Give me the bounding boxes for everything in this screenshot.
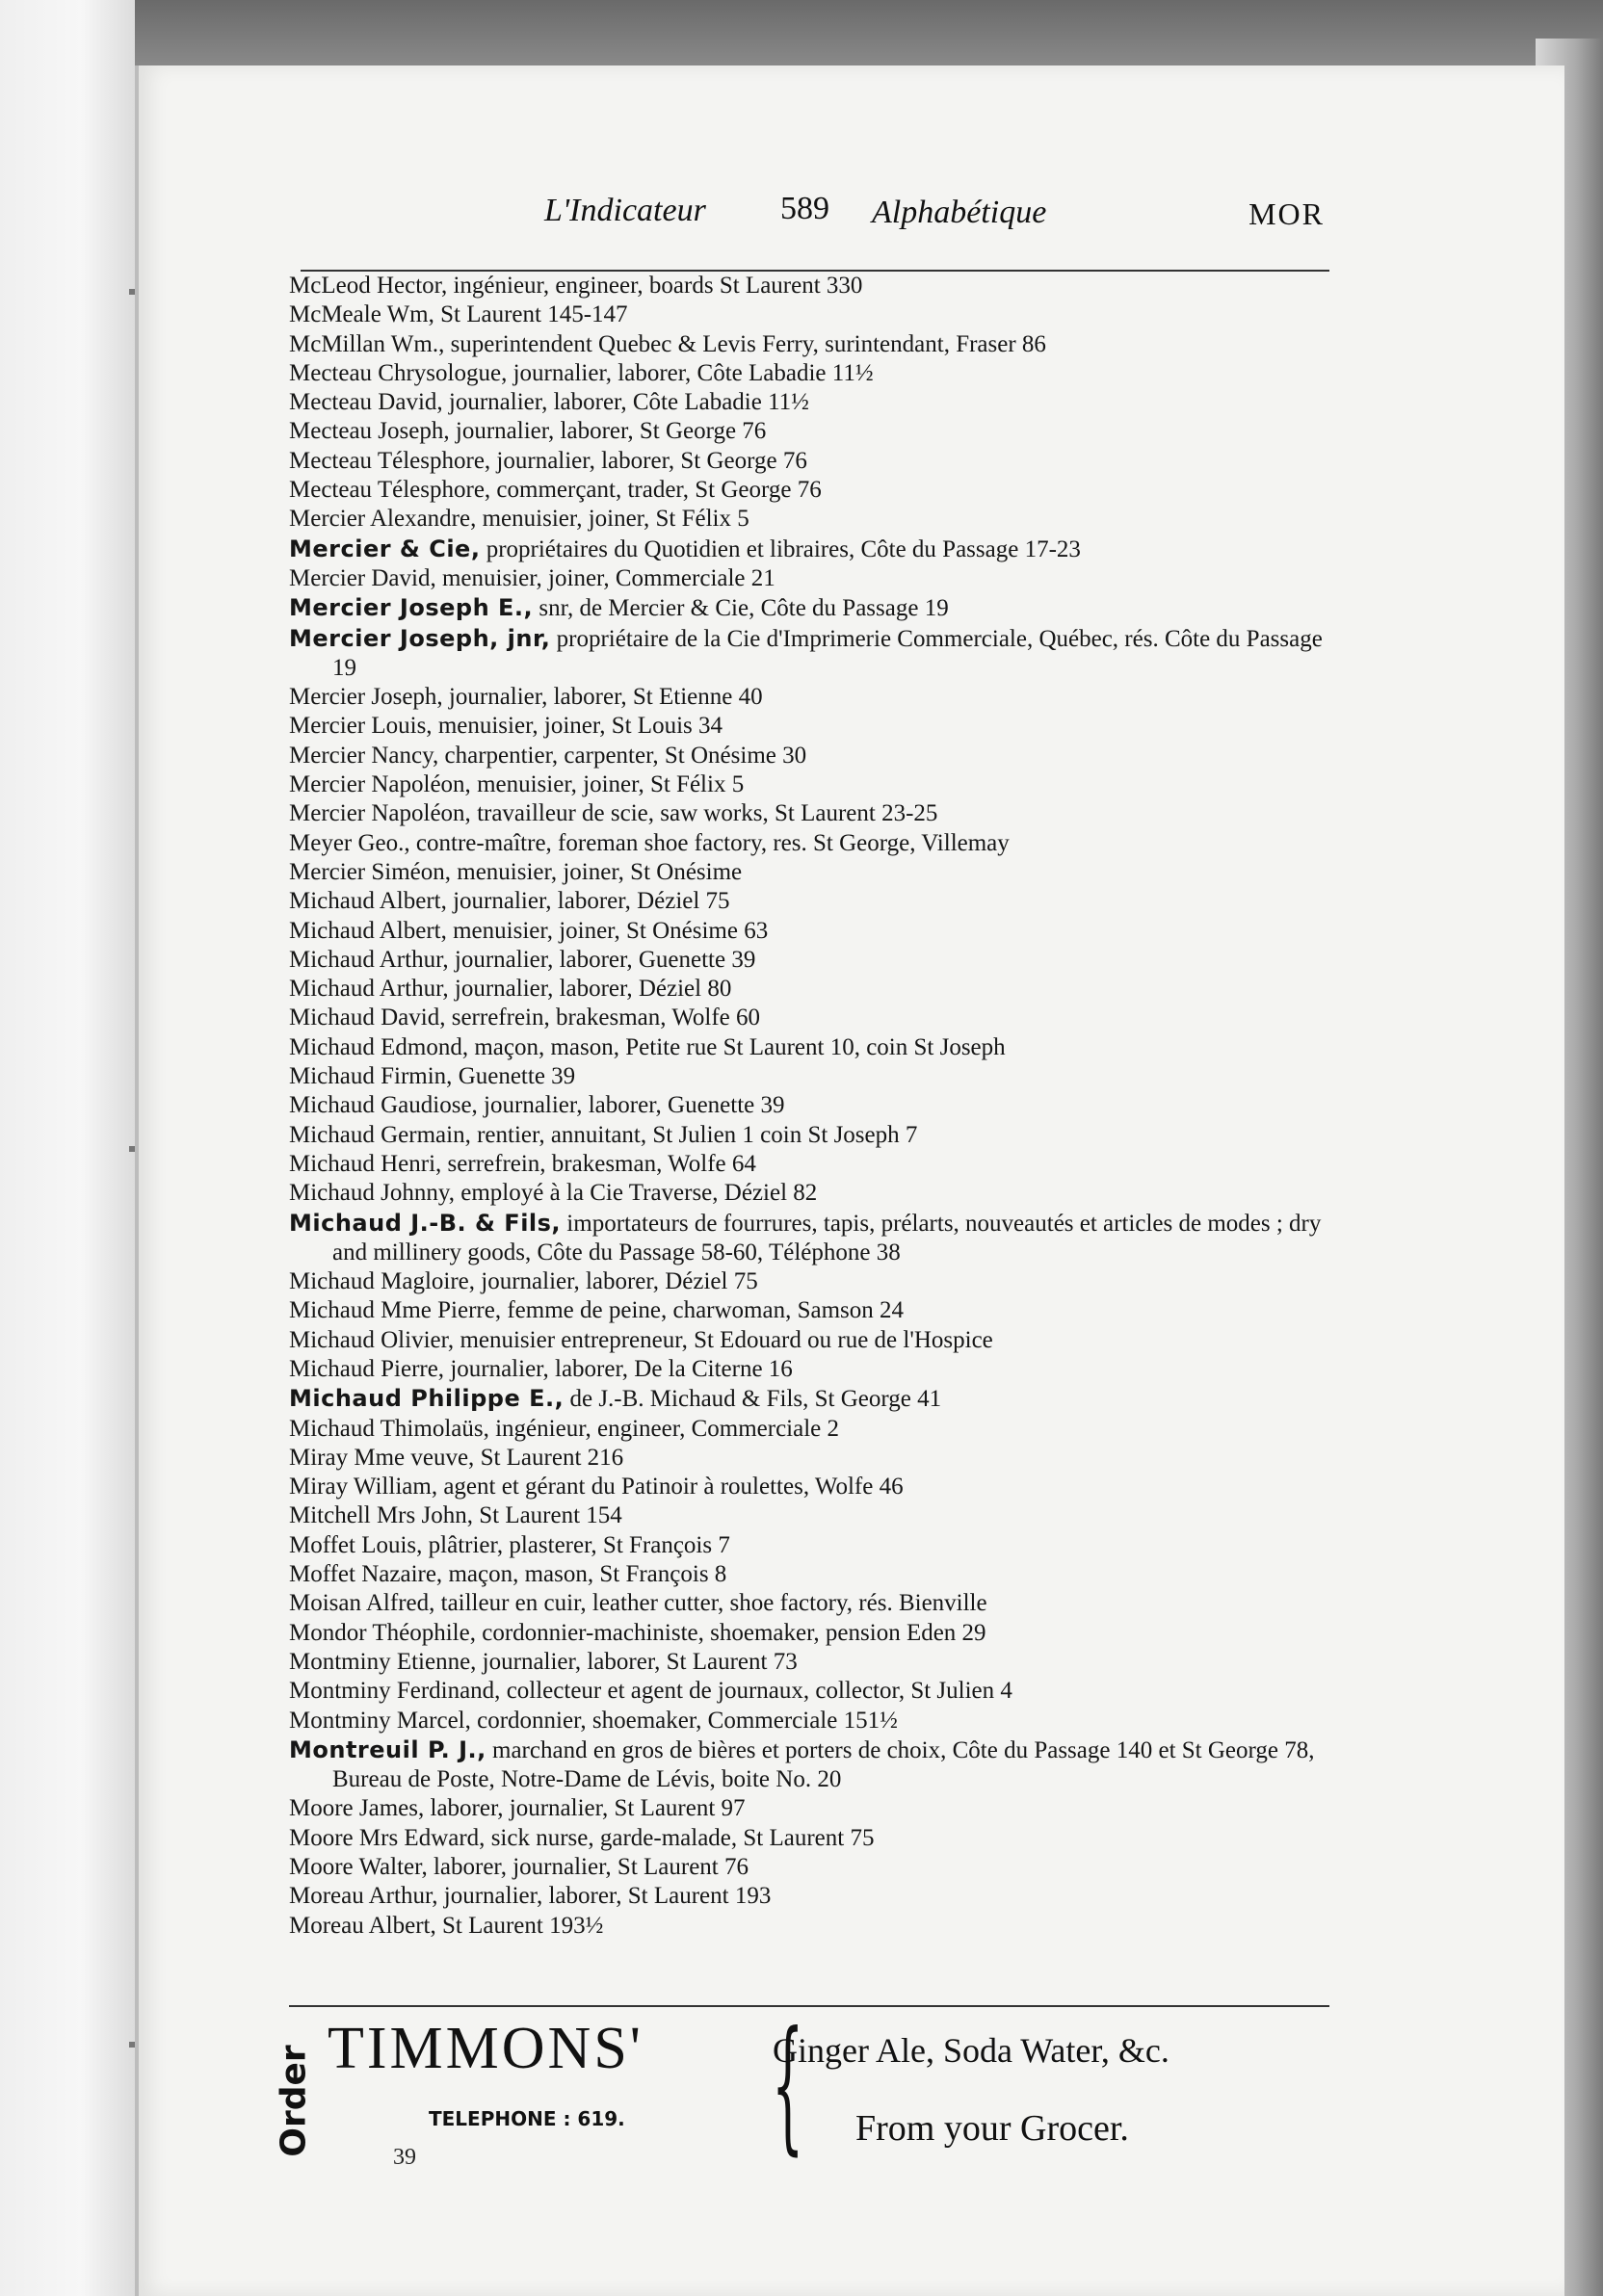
entry-name: Moisan Alfred,	[289, 1590, 435, 1617]
entry-name: Mercier Nancy,	[289, 742, 439, 769]
entry-detail: menuisier, joiner, St Onésime 63	[446, 917, 769, 944]
directory-entry	[289, 858, 1349, 887]
entry-detail: maçon, mason, Petite rue St Laurent 10, coin St Joseph	[468, 1033, 1006, 1060]
entry-name: Mecteau Chrysologue,	[289, 359, 508, 386]
directory-entry	[289, 1824, 1349, 1853]
directory-entry	[289, 476, 1349, 505]
entry-detail: de J.-B. Michaud & Fils, St George 41	[564, 1386, 942, 1413]
entry-name: Montreuil P. J.,	[289, 1735, 486, 1763]
directory-entry	[289, 1648, 1349, 1677]
entry-detail: journalier, laborer, Guenette 39	[448, 946, 756, 973]
directory-entry	[289, 1004, 1349, 1032]
directory-entry	[289, 1619, 1349, 1648]
advertisement-rule	[289, 2005, 1329, 2007]
entry-name: McLeod Hector,	[289, 273, 448, 299]
directory-entry	[289, 1531, 1349, 1560]
entry-name: Mercier Louis,	[289, 713, 433, 740]
directory-entry	[289, 946, 1349, 975]
entry-detail: cordonnier-machiniste, shoemaker, pension Eden 29	[475, 1619, 986, 1646]
entry-name: Moffet Louis,	[289, 1531, 423, 1558]
entry-name: Moore James,	[289, 1795, 425, 1822]
entry-detail: collecteur et agent de journaux, collector, St Julien 4	[500, 1678, 1012, 1705]
entry-detail: serrefrein, brakesman, Wolfe 64	[441, 1150, 756, 1177]
directory-entry	[289, 1444, 1349, 1473]
entry-detail: employé à la Cie Traverse, Déziel 82	[454, 1180, 818, 1207]
entry-name: Moreau Arthur,	[289, 1883, 438, 1910]
entry-name: Miray William,	[289, 1474, 438, 1500]
directory-entry	[289, 1209, 1349, 1268]
directory-entry	[289, 712, 1349, 741]
entry-detail: journalier, laborer, Côte Labadie 11½	[507, 359, 874, 386]
directory-entry	[289, 1326, 1349, 1355]
entry-detail: femme de peine, charwoman, Samson 24	[501, 1297, 905, 1324]
directory-entry	[289, 1091, 1349, 1120]
entry-detail: propriétaires du Quotidien et libraires, Côte du Passage 17-23	[480, 535, 1081, 562]
directory-entry	[289, 770, 1349, 799]
entry-detail: snr, de Mercier & Cie, Côte du Passage 19	[533, 595, 949, 622]
entry-detail: contre-maître, foreman shoe factory, res. St George, Villemay	[409, 829, 1010, 856]
entry-detail: laborer, journalier, St Laurent 76	[427, 1854, 749, 1881]
directory-entry	[289, 1033, 1349, 1062]
entry-detail: laborer, journalier, St Laurent 97	[424, 1795, 746, 1822]
directory-entry	[289, 1296, 1349, 1325]
entry-name: Michaud Henri,	[289, 1150, 442, 1177]
entry-detail: serrefrein, brakesman, Wolfe 60	[445, 1004, 761, 1031]
directory-entry	[289, 1560, 1349, 1589]
entry-name: Mecteau David,	[289, 389, 443, 416]
entry-detail: menuisier, joiner, St Louis 34	[432, 713, 723, 740]
book-binding	[0, 0, 135, 2296]
entry-name: McMeale Wm,	[289, 301, 434, 328]
directory-entry	[289, 1912, 1349, 1941]
entry-name: Michaud Thimolaüs,	[289, 1415, 489, 1442]
directory-entry	[289, 683, 1349, 712]
directory-entry	[289, 330, 1349, 359]
directory-entry	[289, 1473, 1349, 1501]
entry-name: Mitchell Mrs John,	[289, 1502, 473, 1529]
directory-entry	[289, 799, 1349, 828]
entry-detail: journalier, laborer, St George 76	[449, 418, 767, 445]
directory-entry	[289, 917, 1349, 946]
entry-detail: ingénieur, engineer, boards St Laurent 330	[447, 273, 863, 299]
entry-name: Miray Mme veuve,	[289, 1444, 475, 1471]
directory-entry	[289, 742, 1349, 770]
signature-mark: 39	[393, 2145, 416, 2170]
directory-entry	[289, 1735, 1349, 1795]
entry-name: Mercier David,	[289, 564, 436, 591]
directory-entry	[289, 887, 1349, 916]
entry-detail: marchand en gros de bières et porters de choix, Côte du Passage 140 et St George 78, Bureau de Poste, Notre-Dame de Lévis, boite No. 20	[332, 1736, 1315, 1793]
entry-name: Moffet Nazaire,	[289, 1561, 443, 1588]
page-header	[400, 185, 1329, 243]
entry-detail: St Laurent 216	[474, 1444, 624, 1471]
directory-entry	[289, 1853, 1349, 1882]
entry-name: Moore Walter,	[289, 1854, 428, 1881]
entry-detail: journalier, laborer, St Laurent 193	[437, 1883, 772, 1910]
entry-name: Michaud Johnny,	[289, 1180, 455, 1207]
entry-detail: ingénieur, engineer, Commerciale 2	[488, 1415, 839, 1442]
entry-name: Moore Mrs Edward,	[289, 1824, 486, 1851]
directory-entry	[289, 505, 1349, 534]
directory-entry	[289, 1589, 1349, 1618]
entry-name: Michaud Albert,	[289, 888, 447, 915]
running-subtitle: Alphabétique	[872, 195, 1047, 230]
book-cover-edge	[135, 0, 1603, 67]
entry-detail: menuisier, joiner, Commerciale 21	[435, 564, 775, 591]
entry-name: Michaud Philippe E.,	[289, 1385, 565, 1413]
entry-detail: journalier, laborer, Côte Labadie 11½	[442, 389, 809, 416]
entry-detail: St Laurent 154	[472, 1502, 622, 1529]
directory-entry	[289, 1179, 1349, 1208]
directory-entry	[289, 1794, 1349, 1823]
brand-name: TIMMONS'	[328, 2016, 644, 2081]
entry-name: McMillan Wm.,	[289, 330, 445, 357]
directory-entry	[289, 1150, 1349, 1179]
entry-name: Montminy Marcel,	[289, 1707, 471, 1734]
directory-entry	[289, 1355, 1349, 1384]
entry-detail: journalier, laborer, St Etienne 40	[442, 684, 763, 711]
entry-detail: plâtrier, plasterer, St François 7	[422, 1531, 730, 1558]
entry-name: Michaud Germain,	[289, 1121, 471, 1148]
entry-detail: tailleur en cuir, leather cutter, shoe factory, rés. Bienville	[434, 1590, 987, 1617]
index-letters: MOR	[1248, 196, 1325, 231]
directory-entry	[289, 417, 1349, 446]
page-number: 589	[780, 191, 829, 226]
entry-detail: Guenette 39	[452, 1063, 576, 1090]
entry-name: Mecteau Télesphore,	[289, 477, 491, 504]
entry-detail: journalier, laborer, De la Citerne 16	[444, 1355, 793, 1382]
entry-detail: charpentier, carpenter, St Onésime 30	[438, 742, 807, 769]
entry-detail: journalier, laborer, Guenette 39	[477, 1092, 785, 1119]
entry-detail: menuisier, joiner, St Félix 5	[470, 771, 745, 798]
directory-entry	[289, 535, 1349, 564]
entry-name: Mondor Théophile,	[289, 1619, 476, 1646]
entry-name: Michaud Albert,	[289, 917, 447, 944]
entry-detail: journalier, laborer, Déziel 80	[448, 976, 732, 1003]
entry-name: Mercier & Cie,	[289, 535, 481, 562]
running-title: L'Indicateur	[544, 193, 706, 228]
directory-entry	[289, 593, 1349, 623]
entry-name: Mercier Joseph E.,	[289, 594, 534, 622]
directory-entry	[289, 829, 1349, 858]
entry-name: Moreau Albert,	[289, 1912, 436, 1939]
entry-detail: menuisier, joiner, St Onésime	[451, 858, 743, 885]
directory-entry	[289, 1062, 1349, 1091]
directory-entry	[289, 1501, 1349, 1530]
entry-detail: journalier, laborer, St Laurent 73	[476, 1648, 798, 1675]
directory-entries	[289, 272, 1349, 1941]
entry-name: Michaud Gaudiose,	[289, 1092, 478, 1119]
order-label-box	[275, 2035, 313, 2170]
entry-name: Michaud Mme Pierre,	[289, 1297, 502, 1324]
entry-name: Mercier Napoléon,	[289, 800, 471, 827]
entry-detail: cordonnier, shoemaker, Commerciale 151½	[470, 1707, 898, 1734]
entry-detail: St Laurent 145-147	[434, 301, 628, 328]
product-line: Ginger Ale, Soda Water, &c.	[773, 2031, 1169, 2070]
directory-entry	[289, 447, 1349, 476]
retailer-line: From your Grocer.	[855, 2108, 1129, 2149]
entry-detail: commerçant, trader, St George 76	[490, 477, 822, 504]
order-label: Order	[274, 2045, 314, 2157]
entry-detail: journalier, laborer, St George 76	[490, 447, 807, 474]
entry-name: Michaud Arthur,	[289, 976, 449, 1003]
directory-entry	[289, 1121, 1349, 1150]
entry-name: Michaud J.-B. & Fils,	[289, 1209, 562, 1237]
entry-detail: menuisier entrepreneur, St Edouard ou rue de l'Hospice	[454, 1326, 993, 1353]
directory-entry	[289, 1384, 1349, 1414]
entry-name: Michaud Pierre,	[289, 1355, 445, 1382]
directory-entry	[289, 388, 1349, 417]
entry-detail: journalier, laborer, Déziel 75	[475, 1268, 758, 1295]
directory-entry	[289, 564, 1349, 593]
entry-name: Michaud David,	[289, 1004, 446, 1031]
entry-detail: sick nurse, garde-malade, St Laurent 75	[485, 1824, 875, 1851]
entry-name: Mecteau Joseph,	[289, 418, 450, 445]
entry-name: Mecteau Télesphore,	[289, 447, 491, 474]
entry-name: Michaud Olivier,	[289, 1326, 455, 1353]
entry-name: Mercier Joseph, jnr,	[289, 624, 551, 652]
directory-entry	[289, 624, 1349, 684]
directory-entry	[289, 1267, 1349, 1296]
curly-brace-icon: {	[772, 2001, 804, 2169]
directory-entry	[289, 1882, 1349, 1911]
entry-name: Mercier Napoléon,	[289, 771, 471, 798]
directory-entry	[289, 1415, 1349, 1444]
entry-name: Michaud Firmin,	[289, 1063, 453, 1090]
entry-name: Montminy Etienne,	[289, 1648, 477, 1675]
telephone-number: TELEPHONE : 619.	[429, 2107, 625, 2130]
entry-detail: propriétaire de la Cie d'Imprimerie Commerciale, Québec, rés. Côte du Passage 19	[332, 625, 1323, 681]
entry-name: Michaud Magloire,	[289, 1268, 476, 1295]
entry-detail: journalier, laborer, Déziel 75	[446, 888, 730, 915]
entry-detail: superintendent Quebec & Levis Ferry, surintendant, Fraser 86	[444, 330, 1046, 357]
entry-detail: menuisier, joiner, St Félix 5	[476, 506, 749, 533]
directory-entry	[289, 975, 1349, 1004]
entry-detail: St Laurent 193½	[435, 1912, 604, 1939]
advertisement	[270, 2001, 1339, 2175]
directory-entry	[289, 1707, 1349, 1735]
entry-name: Mercier Siméon,	[289, 858, 452, 885]
directory-entry	[289, 359, 1349, 388]
entry-name: Mercier Alexandre,	[289, 506, 477, 533]
entry-name: Montminy Ferdinand,	[289, 1678, 501, 1705]
entry-detail: maçon, mason, St François 8	[442, 1561, 727, 1588]
entry-name: Meyer Geo.,	[289, 829, 410, 856]
entry-name: Michaud Arthur,	[289, 946, 449, 973]
entry-detail: importateurs de fourrures, tapis, prélarts, nouveautés et articles de modes ; dry and millinery goods, Côte du Passage 58-60, Téléphone 38	[332, 1210, 1322, 1265]
entry-detail: agent et gérant du Patinoir à roulettes, Wolfe 46	[437, 1474, 904, 1500]
directory-entry	[289, 272, 1349, 300]
directory-entry	[289, 1677, 1349, 1706]
directory-entry	[289, 300, 1349, 329]
entry-detail: rentier, annuitant, St Julien 1 coin St Joseph 7	[470, 1121, 918, 1148]
entry-detail: travailleur de scie, saw works, St Laurent 23-25	[470, 800, 938, 827]
entry-name: Michaud Edmond,	[289, 1033, 469, 1060]
entry-name: Mercier Joseph,	[289, 684, 443, 711]
